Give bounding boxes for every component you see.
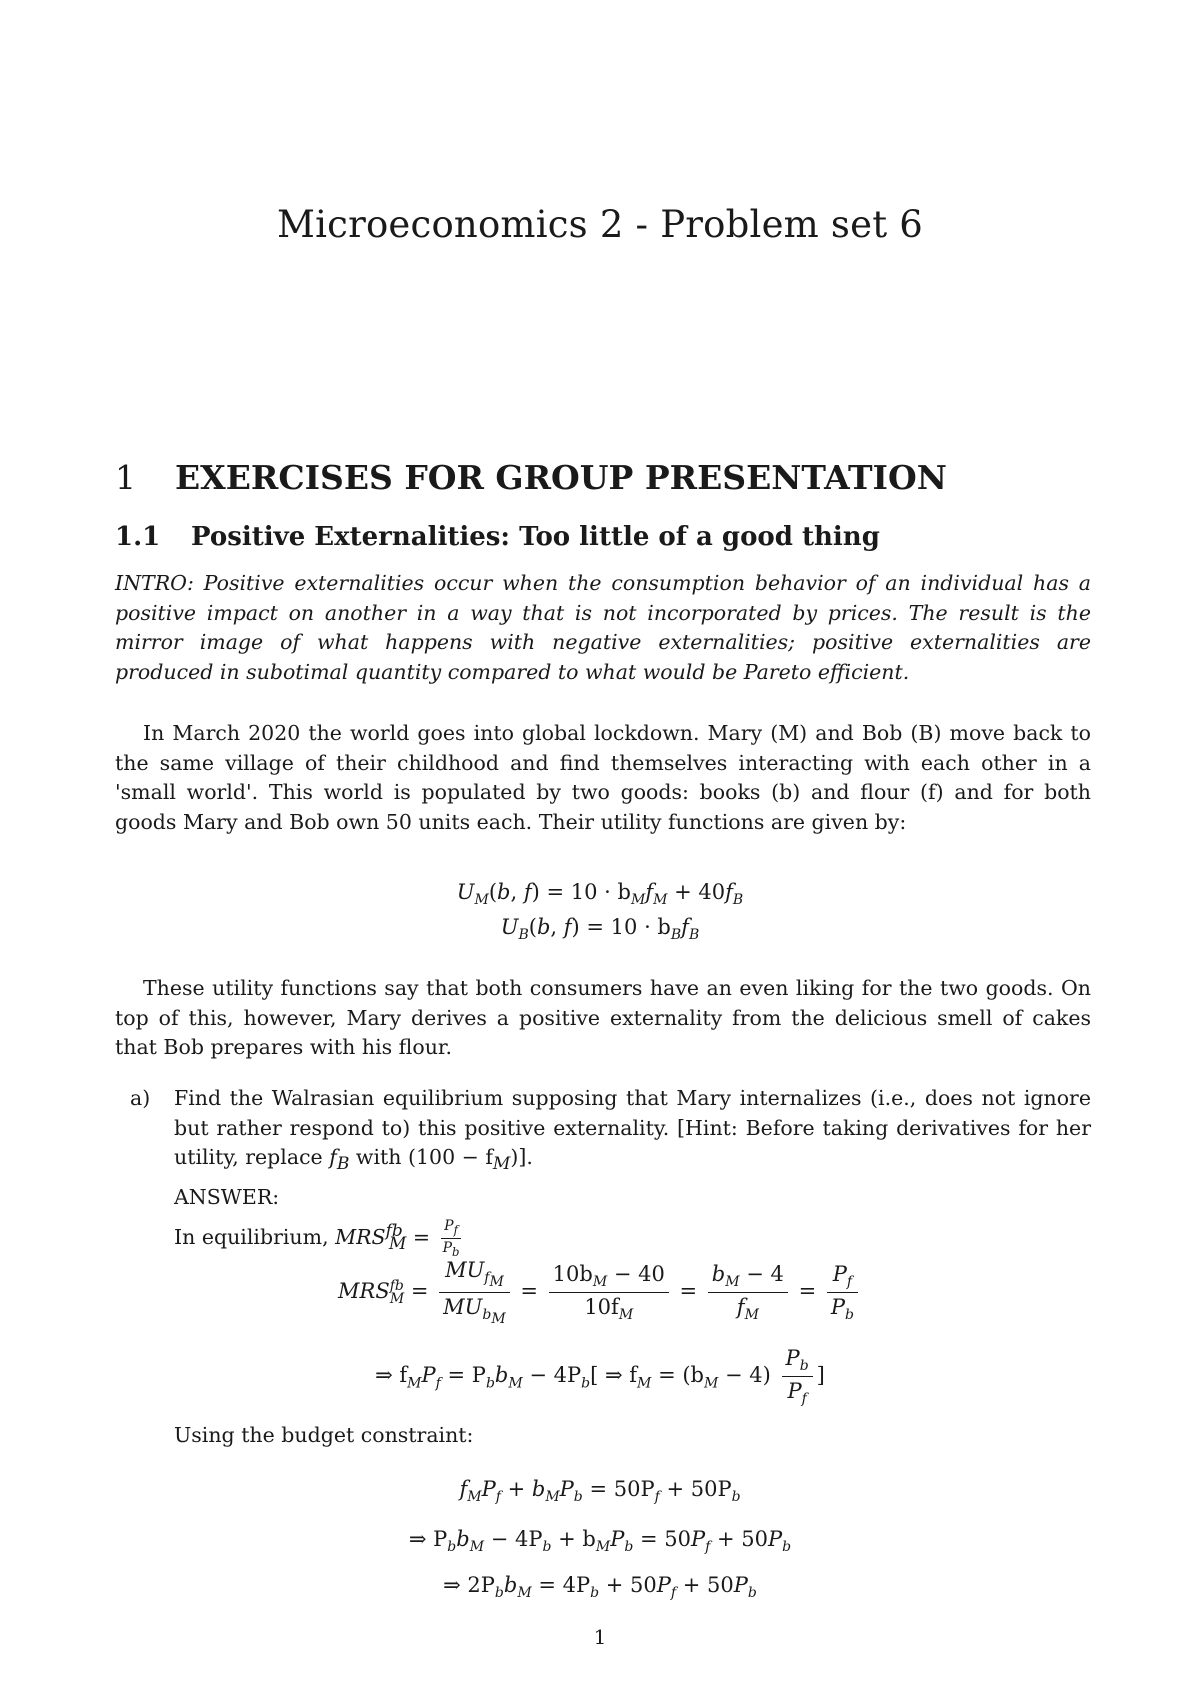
equilibrium-condition: In equilibrium, $MRS^{fb}_M$ = $\frac{P_f}{P_b}$: [174, 1218, 460, 1259]
answer-label: ANSWER:: [174, 1185, 280, 1209]
question-a: [130, 1084, 1091, 1180]
equation-utility-bob: $U_B(b$, $f) = 10 \cdot b_Bf_B$: [500, 915, 700, 944]
equation-budget-3: ⇒ $2P_bb_M = 4P_b + 50P_f + 50P_b$: [443, 1573, 757, 1602]
explanation-paragraph: These utility functions say that both consumers have an even liking for the two goods. On top of this, however, Mary derives a positive externality from the delicious smell of cakes that Bob prepares with his flour.: [115, 976, 1091, 1059]
page-number: 1: [593, 1625, 607, 1649]
question-a-label: a): [130, 1086, 151, 1110]
equation-mrs-chain: $MRS^{fb}_M$ = $\frac{MU_{f_M}}{MU_{b_M}}$ = $\frac{10b_M - 40}{10f_M}$ = $\frac{b_M - 4}{f_M}$ = $\frac{P_f}{P_b}$: [0, 1258, 1200, 1327]
budget-intro: Using the budget constraint:: [174, 1423, 474, 1447]
subsection-number: 1.1: [115, 522, 161, 552]
subsection-heading: [115, 522, 880, 552]
intro-paragraph: INTRO: Positive externalities occur when the consumption behavior of an individual has a positive impact on another in a way that is not incorporated by prices. The result is the mirror image of what happens with negative externalities; positive externalities are produced in subotimal quantity compared to what would be Pareto efficient.: [115, 571, 1091, 684]
section-title: EXERCISES FOR GROUP PRESENTATION: [175, 458, 947, 497]
subsection-title: Positive Externalities: Too little of a good thing: [191, 522, 880, 552]
question-a-text: Find the Walrasian equilibrium supposing that Mary internalizes (i.e., does not ignore but rather respond to) this positive externality. [Hint: Before taking derivatives for her utility, replace $f_B$ with $(100 - f_M)$].: [174, 1086, 1091, 1175]
setup-paragraph: In March 2020 the world goes into global lockdown. Mary (M) and Bob (B) move back to the same village of their childhood and find themselves interacting with each other in a 'small world'. This world is populated by two goods: books (b) and flour (f) and for both goods Mary and Bob own 50 units each. Their utility functions are given by:: [115, 721, 1091, 834]
equation-utility-mary: $U_M(b$, $f) = 10 \cdot b_Mf_M + 40f_B$: [456, 880, 744, 909]
equation-budget-2: ⇒ $P_bb_M - 4P_b + b_MP_b = 50P_f + 50P_b$: [408, 1527, 792, 1556]
document-title: Microeconomics 2 - Problem set 6: [277, 203, 923, 246]
section-number: 1: [115, 458, 136, 497]
equation-budget-1: $f_MP_f + b_MP_b = 50P_f + 50P_b$: [459, 1477, 741, 1506]
section-heading: [115, 458, 947, 497]
equation-demand-f: ⇒ $f_MP_f = P_bb_M - 4P_b$[ ⇒ $f_M = (b_M - 4)$ $\frac{P_b}{P_f}$ ]: [375, 1346, 825, 1408]
